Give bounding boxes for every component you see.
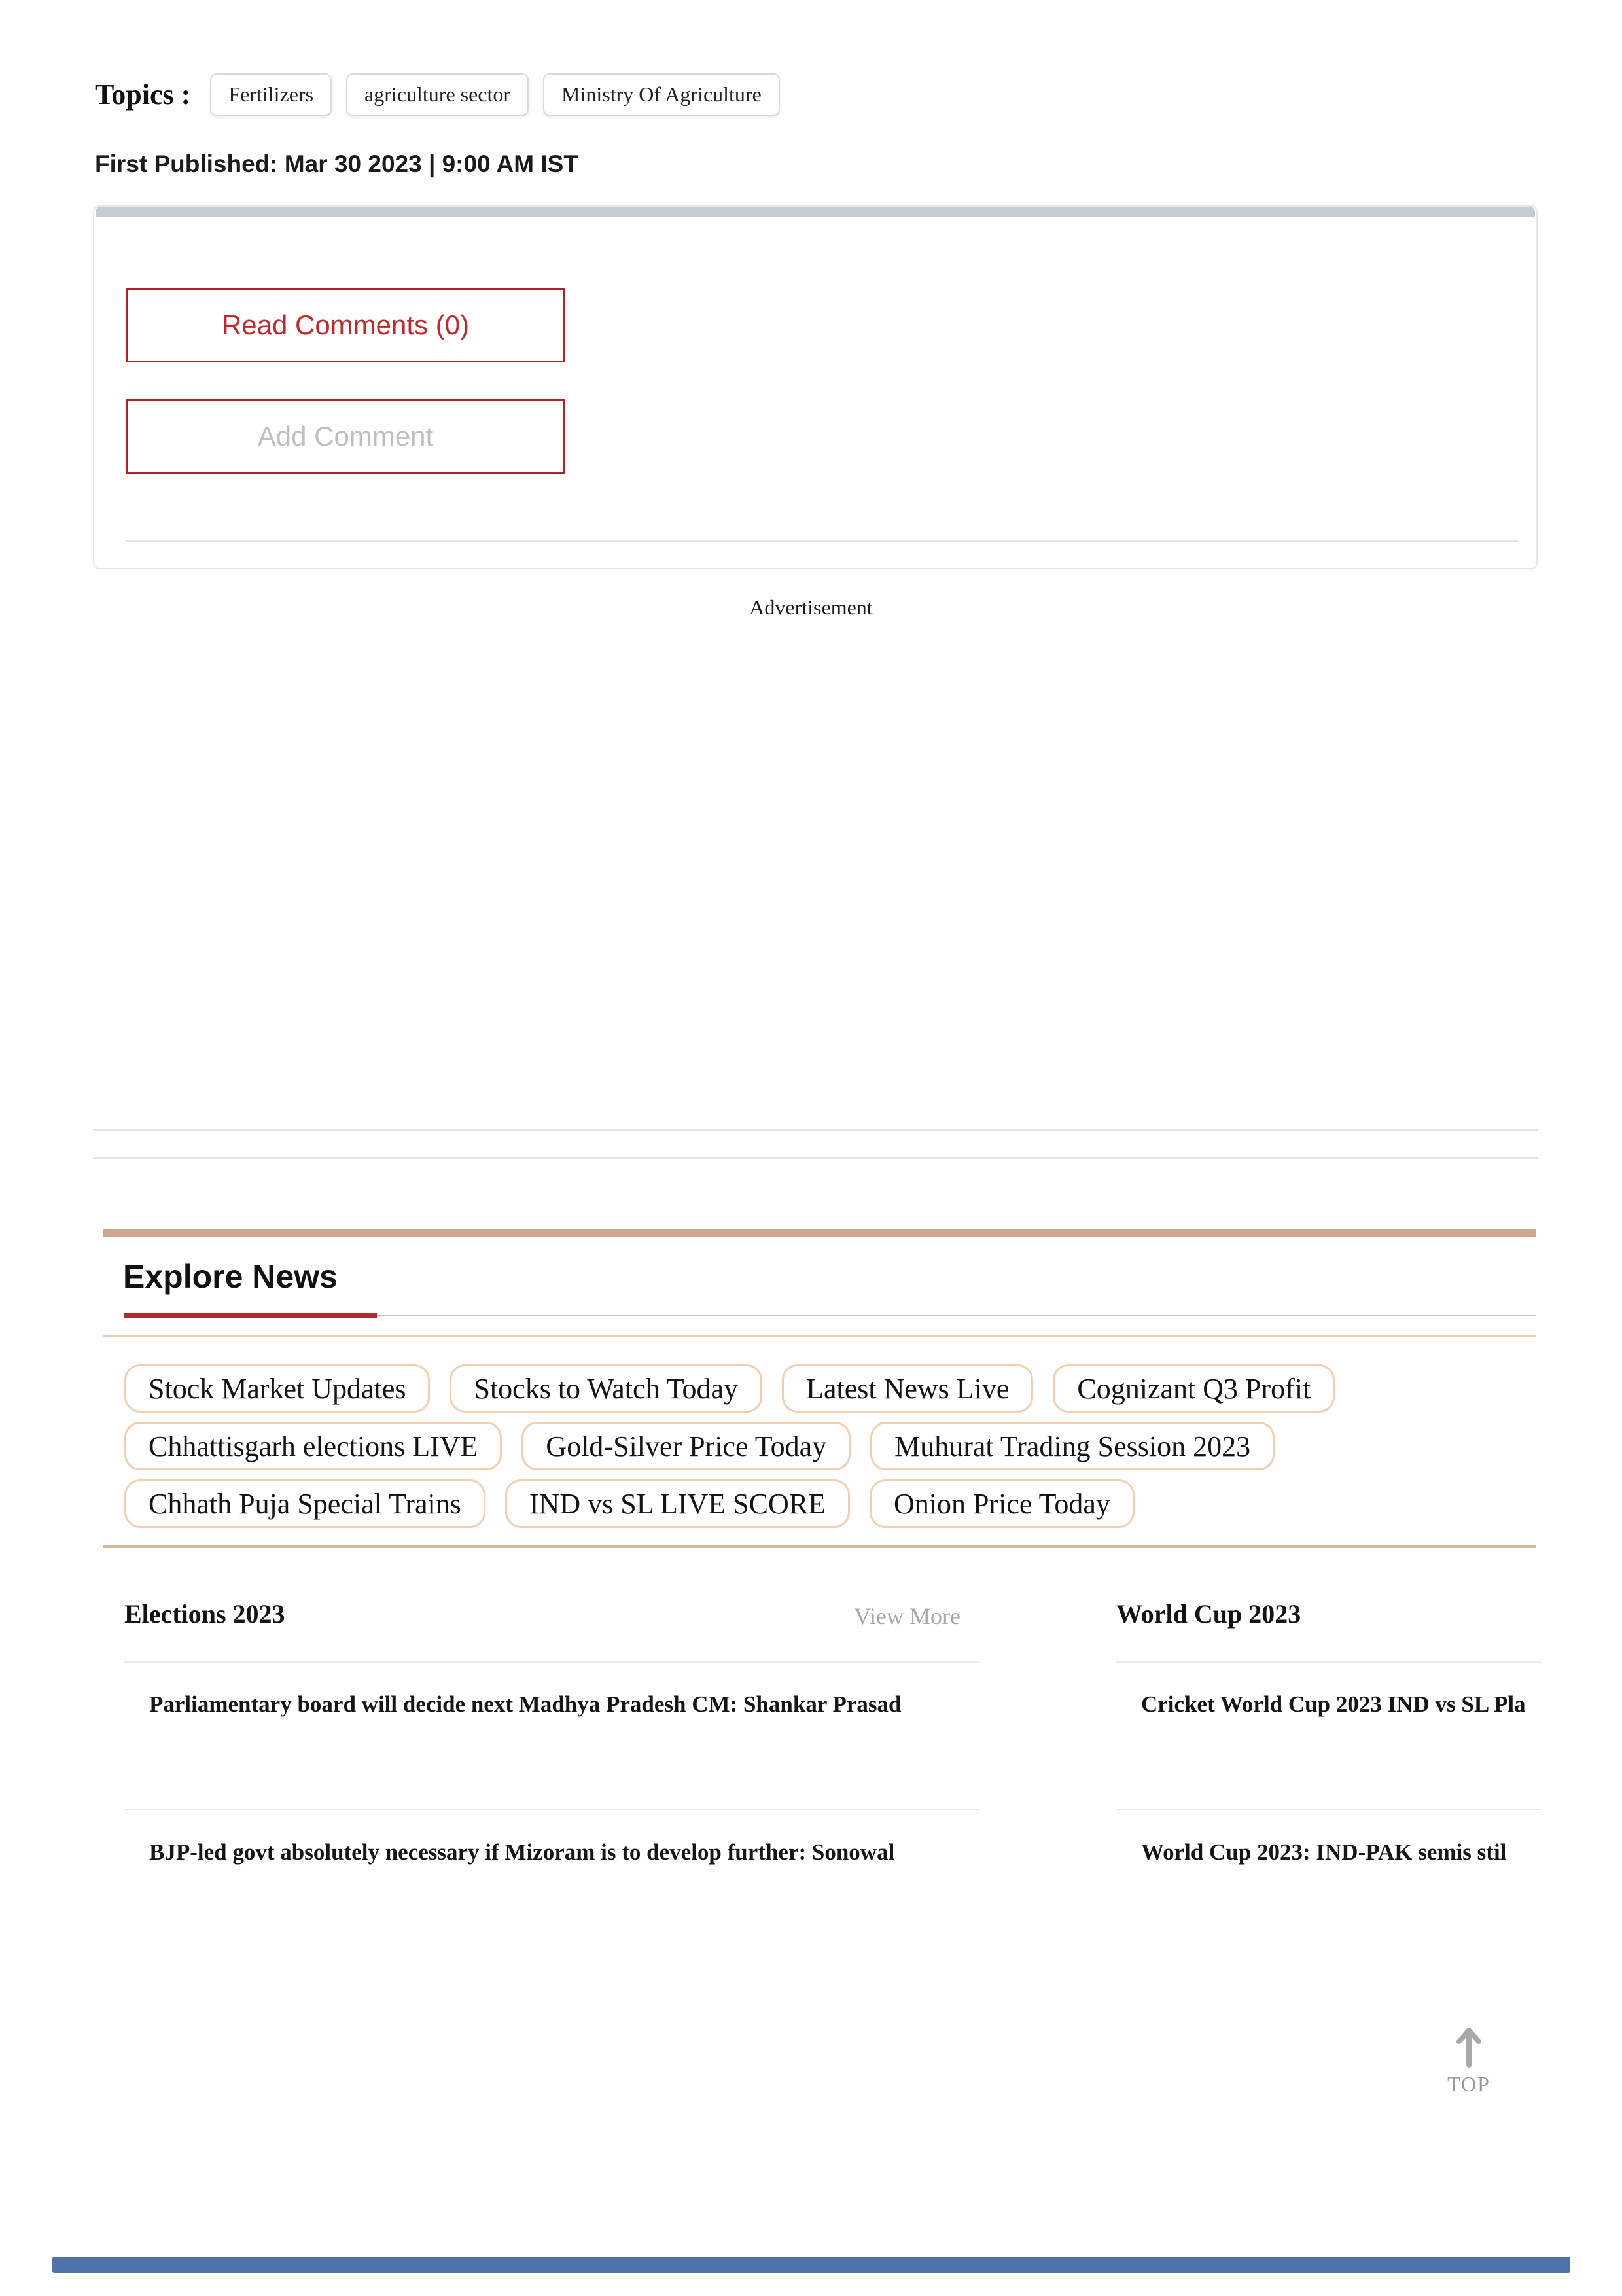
explore-underline-extension [377,1315,1536,1316]
section-column-elections [124,1598,980,1956]
first-published-text: First Published: Mar 30 2023 | 9:00 AM IST [95,150,578,177]
section-header [124,1598,980,1661]
item-divider [1116,1809,1541,1810]
scroll-to-top-button[interactable] [1436,2026,1502,2096]
item-divider [124,1809,980,1810]
topic-tag-agriculture-sector[interactable]: agriculture sector [346,73,529,116]
add-comment-button[interactable]: Add Comment [126,399,565,474]
read-comments-button[interactable]: Read Comments (0) [126,288,565,362]
explore-title-underline [124,1313,377,1318]
news-headline[interactable]: Parliamentary board will decide next Madhya Pradesh CM: Shankar Prasad [149,1691,902,1717]
news-item [1116,1809,1541,1865]
pills-bottom-separator [103,1545,1536,1548]
explore-pill[interactable]: Gold-Silver Price Today [521,1422,851,1470]
top-label: TOP [1447,2072,1490,2096]
news-item [124,1809,980,1865]
comments-divider [126,540,1519,542]
topics-label: Topics : [95,79,191,111]
section-header [1116,1598,1541,1661]
explore-news-title: Explore News [123,1258,338,1295]
comments-topbar [96,207,1535,217]
divider-line [93,1157,1538,1159]
explore-pill[interactable]: Onion Price Today [870,1479,1135,1528]
view-more-link[interactable]: View More [854,1603,961,1629]
explore-pill[interactable]: Cognizant Q3 Profit [1053,1364,1335,1413]
explore-pill[interactable]: Muhurat Trading Session 2023 [870,1422,1275,1470]
section-title: World Cup 2023 [1116,1599,1301,1629]
explore-pill[interactable]: Latest News Live [782,1364,1033,1413]
up-arrow-icon [1454,2026,1484,2068]
comments-card [93,205,1538,569]
divider-line [93,1129,1538,1131]
topics-row [95,73,780,116]
explore-separator [103,1335,1536,1337]
explore-pill[interactable]: Stock Market Updates [124,1364,430,1413]
explore-accent-bar [103,1229,1536,1237]
news-headline[interactable]: Cricket World Cup 2023 IND vs SL Pla [1141,1691,1526,1717]
explore-pill[interactable]: IND vs SL LIVE SCORE [505,1479,850,1528]
topic-tag-fertilizers[interactable]: Fertilizers [210,73,332,116]
advertisement-label: Advertisement [749,595,873,619]
explore-pill[interactable]: Chhattisgarh elections LIVE [124,1422,502,1470]
news-headline[interactable]: World Cup 2023: IND-PAK semis stil [1141,1839,1507,1865]
explore-pills [124,1364,1544,1528]
footer-bar [52,2257,1570,2273]
topic-tag-ministry-of-agriculture[interactable]: Ministry Of Agriculture [543,73,780,116]
item-divider [124,1661,980,1663]
explore-pill[interactable]: Stocks to Watch Today [450,1364,762,1413]
section-title: Elections 2023 [124,1599,285,1629]
news-item [1116,1661,1541,1718]
section-column-worldcup [1116,1598,1541,1956]
news-sections [124,1598,1541,1956]
explore-pill[interactable]: Chhath Puja Special Trains [124,1479,485,1528]
news-item [124,1661,980,1718]
item-divider [1116,1661,1541,1663]
news-headline[interactable]: BJP-led govt absolutely necessary if Mizoram is to develop further: Sonowal [149,1839,895,1865]
